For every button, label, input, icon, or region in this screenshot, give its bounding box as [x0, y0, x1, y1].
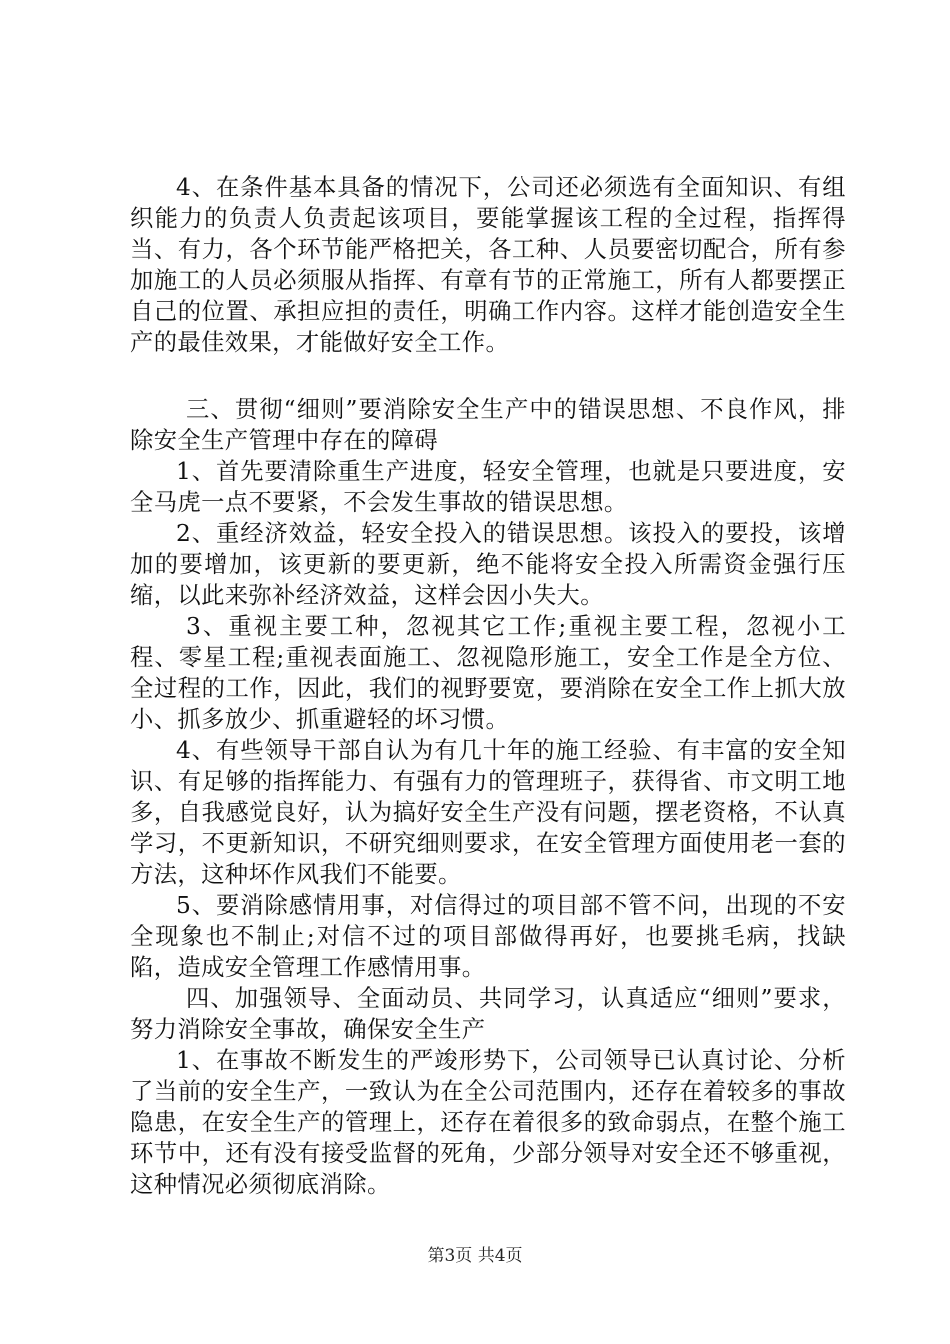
- paragraph-item-4-leaders: 4、有些领导干部自认为有几十年的施工经验、有丰富的安全知识、有足够的指挥能力、有强有力的管理班子，获得省、市文明工地多，自我感觉良好，认为搞好安全生产没有问题，摆老资格，不认真学习，不更新知识，不研究细则要求，在安全管理方面使用老一套的方法，这种坏作风我们不能要。: [130, 737, 846, 888]
- paragraph-item-5-emotions: 5、要消除感情用事，对信得过的项目部不管不问，出现的不安全现象也不制止;对信不过的项目部做得再好，也要挑毛病，找缺陷，造成安全管理工作感情用事。: [130, 892, 846, 981]
- paragraph-item-1-progress: 1、首先要清除重生产进度，轻安全管理，也就是只要进度，安全马虎一点不要紧，不会发生事故的错误思想。: [130, 458, 846, 516]
- section-heading-4: 四、加强领导、全面动员、共同学习，认真适应“细则”要求，努力消除安全事故，确保安全生产: [130, 985, 846, 1043]
- document-body: [130, 172, 846, 1200]
- paragraph-item-3-main-work: 3、重视主要工种，忽视其它工作;重视主要工程，忽视小工程、零星工程;重视表面施工、忽视隐形施工，安全工作是全方位、全过程的工作，因此，我们的视野要宽，要消除在安全工作上抓大放小、抓多放少、抓重避轻的坏习惯。: [130, 613, 846, 733]
- paragraph-item-2-economic: 2、重经济效益，轻安全投入的错误思想。该投入的要投，该增加的要增加，该更新的要更新，绝不能将安全投入所需资金强行压缩，以此来弥补经济效益，这样会因小失大。: [130, 520, 846, 609]
- paragraph-item-4-project-leader: 4、在条件基本具备的情况下，公司还必须选有全面知识、有组织能力的负责人负责起该项目，要能掌握该工程的全过程，指挥得当、有力，各个环节能严格把关，各工种、人员要密切配合，所有参加施工的人员必须服从指挥、有章有节的正常施工，所有人都要摆正自己的位置、承担应担的责任，明确工作内容。这样才能创造安全生产的最佳效果，才能做好安全工作。: [130, 174, 846, 356]
- page-footer: 第3页 共4页: [427, 1246, 523, 1266]
- section-heading-3: 三、贯彻“细则”要消除安全生产中的错误思想、不良作风，排除安全生产管理中存在的障碍: [130, 396, 846, 454]
- paragraph-item-1-accidents: 1、在事故不断发生的严竣形势下，公司领导已认真讨论、分析了当前的安全生产，一致认为在全公司范围内，还存在着较多的事故隐患，在安全生产的管理上，还存在着很多的致命弱点，在整个施工环节中，还有没有接受监督的死角，少部分领导对安全还不够重视，这种情况必须彻底消除。: [130, 1047, 846, 1198]
